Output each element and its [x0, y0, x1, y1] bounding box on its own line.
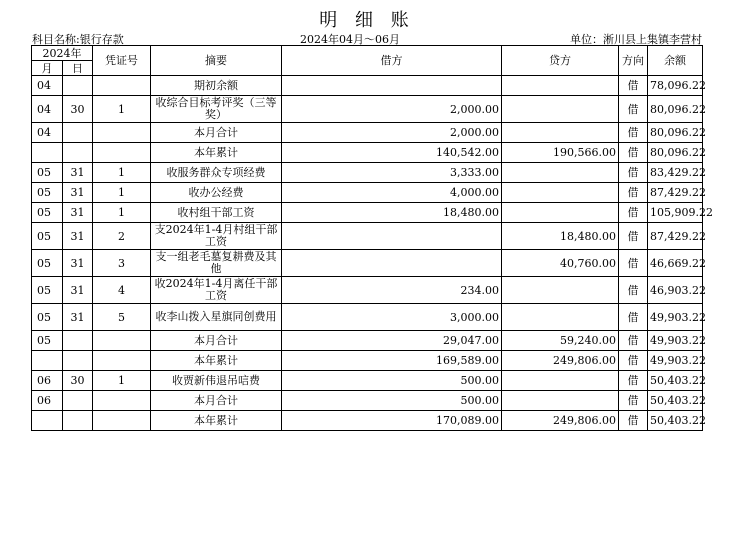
balance-cell: 46,669.22: [648, 250, 703, 277]
direction-cell: 借: [619, 163, 648, 183]
month-cell: 06: [32, 371, 63, 391]
voucher-cell: [93, 331, 151, 351]
month-cell: 05: [32, 183, 63, 203]
balance-cell: 80,096.22: [648, 123, 703, 143]
direction-cell: 借: [619, 411, 648, 431]
balance-cell: 50,403.22: [648, 411, 703, 431]
month-cell: [32, 143, 63, 163]
balance-cell: 78,096.22: [648, 76, 703, 96]
table-row: [32, 351, 703, 371]
summary-cell: 收村组干部工资: [151, 203, 282, 223]
unit-label: 单位：淅川县上集镇李营村: [570, 33, 702, 46]
direction-cell: 借: [619, 143, 648, 163]
summary-cell: 本月合计: [151, 331, 282, 351]
day-cell: [63, 331, 93, 351]
table-row: [32, 123, 703, 143]
voucher-cell: 3: [93, 250, 151, 277]
summary-cell: 收综合目标考评奖（三等奖）: [151, 96, 282, 123]
debit-cell: 234.00: [282, 277, 502, 304]
table-row: [32, 96, 703, 123]
debit-cell: 500.00: [282, 371, 502, 391]
table-row: [32, 331, 703, 351]
summary-cell: 支2024年1-4月村组干部工资: [151, 223, 282, 250]
direction-cell: 借: [619, 351, 648, 371]
month-cell: 04: [32, 123, 63, 143]
table-row: [32, 391, 703, 411]
balance-cell: 80,096.22: [648, 143, 703, 163]
voucher-cell: [93, 391, 151, 411]
direction-cell: 借: [619, 250, 648, 277]
voucher-cell: 2: [93, 223, 151, 250]
day-cell: 31: [63, 163, 93, 183]
summary-cell: 收办公经费: [151, 183, 282, 203]
month-cell: [32, 411, 63, 431]
voucher-cell: [93, 123, 151, 143]
debit-cell: 3,000.00: [282, 304, 502, 331]
summary-cell: 期初余额: [151, 76, 282, 96]
month-cell: 05: [32, 163, 63, 183]
table-row: [32, 371, 703, 391]
balance-header: 余额: [648, 46, 703, 76]
voucher-cell: 4: [93, 277, 151, 304]
voucher-cell: [93, 411, 151, 431]
table-row: [32, 76, 703, 96]
direction-header: 方向: [619, 46, 648, 76]
credit-cell: [502, 277, 619, 304]
balance-cell: 50,403.22: [648, 371, 703, 391]
month-cell: 05: [32, 223, 63, 250]
credit-cell: 59,240.00: [502, 331, 619, 351]
table-row: [32, 163, 703, 183]
voucher-cell: [93, 143, 151, 163]
summary-cell: 本年累计: [151, 411, 282, 431]
direction-cell: 借: [619, 391, 648, 411]
credit-cell: [502, 96, 619, 123]
debit-cell: 18,480.00: [282, 203, 502, 223]
year-header: 2024年: [32, 46, 93, 61]
day-cell: [63, 391, 93, 411]
debit-cell: 2,000.00: [282, 123, 502, 143]
direction-cell: 借: [619, 371, 648, 391]
voucher-cell: 5: [93, 304, 151, 331]
balance-cell: 80,096.22: [648, 96, 703, 123]
debit-cell: 3,333.00: [282, 163, 502, 183]
period-label: 2024年04月～06月: [300, 33, 400, 46]
debit-cell: 169,589.00: [282, 351, 502, 371]
summary-cell: 收2024年1-4月离任干部工资: [151, 277, 282, 304]
debit-cell: 2,000.00: [282, 96, 502, 123]
day-cell: 30: [63, 371, 93, 391]
balance-cell: 87,429.22: [648, 223, 703, 250]
debit-cell: [282, 76, 502, 96]
day-cell: [63, 143, 93, 163]
debit-cell: 140,542.00: [282, 143, 502, 163]
credit-cell: 249,806.00: [502, 411, 619, 431]
day-cell: 31: [63, 203, 93, 223]
summary-cell: 本月合计: [151, 391, 282, 411]
credit-cell: [502, 123, 619, 143]
debit-cell: 29,047.00: [282, 331, 502, 351]
credit-cell: [502, 304, 619, 331]
balance-cell: 83,429.22: [648, 163, 703, 183]
ledger-table: [31, 45, 713, 431]
month-cell: 05: [32, 250, 63, 277]
voucher-cell: 1: [93, 96, 151, 123]
table-row: [32, 223, 703, 250]
summary-cell: 收服务群众专项经费: [151, 163, 282, 183]
summary-cell: 支一组老毛墓复耕费及其他: [151, 250, 282, 277]
day-cell: 31: [63, 277, 93, 304]
month-cell: 05: [32, 304, 63, 331]
direction-cell: 借: [619, 223, 648, 250]
voucher-cell: 1: [93, 163, 151, 183]
table-row: [32, 277, 703, 304]
direction-cell: 借: [619, 203, 648, 223]
day-cell: [63, 351, 93, 371]
month-cell: 04: [32, 96, 63, 123]
day-cell: 30: [63, 96, 93, 123]
day-cell: 31: [63, 183, 93, 203]
debit-cell: 4,000.00: [282, 183, 502, 203]
credit-cell: [502, 163, 619, 183]
summary-cell: 本年累计: [151, 143, 282, 163]
credit-cell: [502, 391, 619, 411]
balance-cell: 49,903.22: [648, 304, 703, 331]
credit-cell: [502, 76, 619, 96]
table-row: [32, 143, 703, 163]
direction-cell: 借: [619, 331, 648, 351]
direction-cell: 借: [619, 76, 648, 96]
summary-cell: 收贾新伟退吊唁费: [151, 371, 282, 391]
direction-cell: 借: [619, 123, 648, 143]
month-cell: 05: [32, 277, 63, 304]
table-row: [32, 411, 703, 431]
voucher-cell: [93, 351, 151, 371]
month-header: 月: [32, 61, 63, 76]
credit-cell: 18,480.00: [502, 223, 619, 250]
month-cell: 05: [32, 331, 63, 351]
debit-cell: 170,089.00: [282, 411, 502, 431]
summary-cell: 本月合计: [151, 123, 282, 143]
voucher-cell: 1: [93, 371, 151, 391]
balance-cell: 50,403.22: [648, 391, 703, 411]
balance-cell: 46,903.22: [648, 277, 703, 304]
table-row: [32, 250, 703, 277]
day-cell: [63, 411, 93, 431]
direction-cell: 借: [619, 183, 648, 203]
credit-cell: [502, 183, 619, 203]
debit-cell: [282, 223, 502, 250]
summary-cell: 本年累计: [151, 351, 282, 371]
debit-header: 借方: [282, 46, 502, 76]
day-cell: [63, 123, 93, 143]
balance-cell: 49,903.22: [648, 351, 703, 371]
direction-cell: 借: [619, 277, 648, 304]
day-cell: 31: [63, 250, 93, 277]
debit-cell: [282, 250, 502, 277]
subject-label: 科目名称:银行存款: [32, 33, 124, 46]
credit-cell: 249,806.00: [502, 351, 619, 371]
page-title: 明 细 账: [319, 10, 415, 31]
month-cell: 04: [32, 76, 63, 96]
credit-cell: [502, 371, 619, 391]
day-cell: 31: [63, 304, 93, 331]
voucher-header: 凭证号: [93, 46, 151, 76]
credit-header: 贷方: [502, 46, 619, 76]
balance-cell: 87,429.22: [648, 183, 703, 203]
debit-cell: 500.00: [282, 391, 502, 411]
credit-cell: 40,760.00: [502, 250, 619, 277]
voucher-cell: 1: [93, 183, 151, 203]
summary-cell: 收李山拨入星旗同创费用: [151, 304, 282, 331]
voucher-cell: [93, 76, 151, 96]
balance-cell: 105,909.22: [648, 203, 703, 223]
balance-cell: 49,903.22: [648, 331, 703, 351]
table-row: [32, 183, 703, 203]
direction-cell: 借: [619, 96, 648, 123]
summary-header: 摘要: [151, 46, 282, 76]
month-cell: 06: [32, 391, 63, 411]
day-cell: 31: [63, 223, 93, 250]
day-cell: [63, 76, 93, 96]
month-cell: [32, 351, 63, 371]
table-row: [32, 203, 703, 223]
credit-cell: [502, 203, 619, 223]
credit-cell: 190,566.00: [502, 143, 619, 163]
month-cell: 05: [32, 203, 63, 223]
day-header: 日: [63, 61, 93, 76]
voucher-cell: 1: [93, 203, 151, 223]
table-row: [32, 304, 703, 331]
direction-cell: 借: [619, 304, 648, 331]
